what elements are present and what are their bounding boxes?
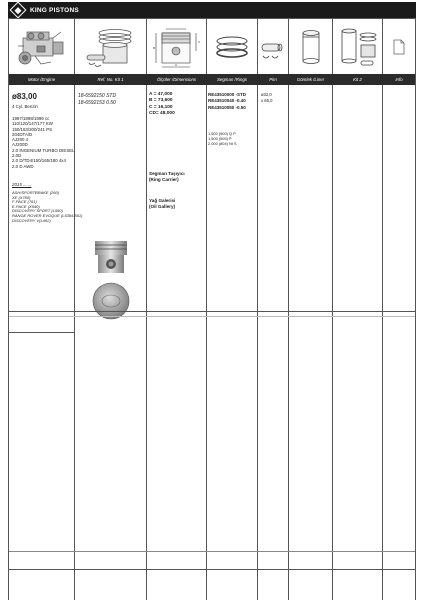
king-pistons-logo-icon	[10, 2, 27, 19]
vehicle-model: RANGE ROVER EVOQUE (L538/L551)	[12, 212, 83, 218]
svg-text:B: B	[152, 45, 155, 50]
piston-side-photo	[89, 237, 133, 282]
dimensions-drawing	[147, 19, 206, 74]
header-pin: Pim	[269, 77, 277, 82]
dimension-cd: CD= 48,000	[149, 111, 175, 117]
ring-ref-040: RE43510040 -0.40	[208, 98, 246, 104]
engine-spec-line: 204DTA/D	[12, 131, 33, 137]
dimension-c: C = 16,100	[149, 104, 173, 110]
oil-gallery-note: Yağ Galerisi (Oil Gallery)	[149, 198, 176, 209]
engine-spec-line: 1997/1998/1999 cc	[12, 116, 50, 121]
header-ref-kit1: Ref. No. Kit 1	[97, 77, 124, 82]
kit1-ref-050: 18-6592153 0.50	[78, 100, 116, 106]
kit1-ref-list	[78, 93, 116, 107]
vehicle-model: E-PACE (X540)	[12, 203, 40, 209]
kit2-image	[333, 19, 382, 74]
catalog-table	[8, 18, 416, 600]
vehicle-model: DISCOVERY SPORT (L550)	[12, 208, 63, 214]
vehicle-model: F-PACE (761)	[12, 199, 37, 205]
model-year: 2015 .......	[12, 182, 32, 187]
header-info: Info	[395, 77, 403, 82]
ring-carrier-note: Segman Taşıyıcı (Ring Carrier)	[149, 171, 185, 182]
engine-spec-line: 150/163/200/241 PS	[12, 126, 53, 132]
engine-image	[9, 19, 74, 74]
header-dimensions: Ölçüler /Dimensions	[156, 77, 197, 82]
ring-ref-050: RE43510050 -0.50	[208, 104, 246, 110]
cylinder-fuel: 4 Cyl. Benzin	[12, 104, 38, 109]
piston-kit-image	[75, 19, 146, 74]
engine-spec-line: 2.0 D AWD	[12, 163, 34, 169]
svg-text:C: C	[197, 39, 200, 44]
liner-image	[289, 19, 332, 74]
engine-spec-line: AJ200D	[12, 142, 28, 148]
vehicle-model: DISCOVERY V(L462)	[12, 217, 51, 223]
engine-spec-list	[12, 116, 75, 169]
engine-spec-line: 2.0 D/TD4/150/165/180 4x4	[12, 158, 66, 164]
rings-image	[207, 19, 257, 74]
ring-spec: 1,500 (505) P	[208, 136, 232, 142]
engine-spec-line: 2.0D	[12, 153, 22, 159]
dimension-a: A = 47,000	[149, 92, 173, 97]
vehicle-model: ASH/SPORTBRAKE (260)	[12, 190, 60, 195]
dimension-list	[149, 92, 175, 118]
pin-length: x 65,0	[261, 97, 273, 103]
vehicle-model: XE (X760)	[12, 194, 31, 200]
brand-header	[8, 2, 416, 18]
svg-text:A: A	[174, 62, 177, 67]
info-document-icon	[383, 19, 415, 74]
header-liner: Gömlek /Liner	[296, 77, 325, 82]
engine-spec-line: AJ200 4	[12, 137, 29, 143]
piston-top-photo	[91, 281, 131, 326]
brand-name: KING PISTONS	[30, 6, 79, 14]
ring-ref-list	[208, 92, 246, 111]
pin-size	[261, 92, 272, 103]
header-kit2: Kit 2	[353, 77, 362, 82]
pin-image	[258, 19, 288, 74]
ring-spec-list	[208, 131, 237, 147]
dimension-b: B = 73,600	[149, 98, 173, 104]
engine-spec-line: 110/120/147/177 KW	[12, 121, 53, 127]
column-header-row	[9, 74, 415, 85]
kit1-ref-std: 18-6592150 STD	[78, 93, 117, 99]
bore-diameter: ø83,00	[12, 92, 37, 101]
header-rings: Segman /Rings	[216, 77, 248, 82]
vehicle-model-list	[12, 191, 82, 223]
ring-spec: 1,500 (500) Q P	[208, 131, 236, 136]
ring-ref-std: RE43510000 -STD	[208, 92, 247, 97]
ring-spec: 2,000 (804) Nt S	[208, 141, 237, 147]
header-engine: Motor /Engine	[27, 77, 56, 82]
pin-diameter: ø32,0	[261, 92, 272, 97]
engine-spec-line: 2.0 INGENIUM TURBO DIESEL	[12, 147, 75, 153]
